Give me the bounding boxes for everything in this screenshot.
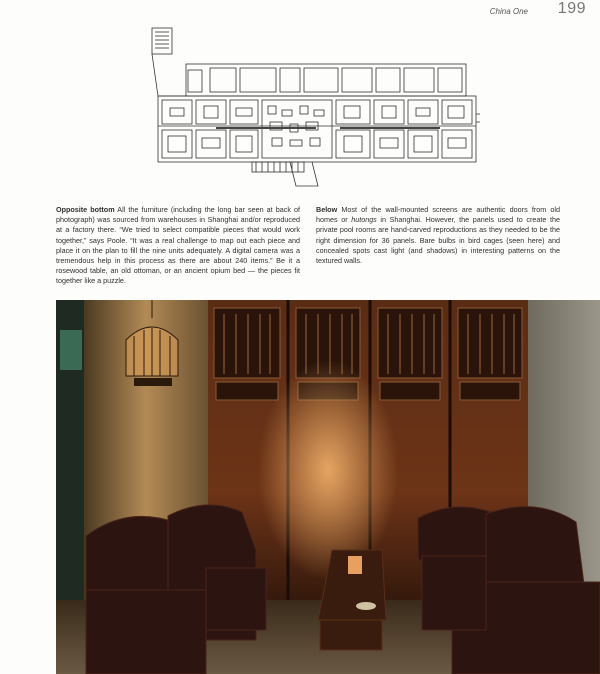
caption-text: All the furniture (including the long bar seen at back of photograph) was sourced from warehouses in Shanghai and/or reproduced at a factory there. “We tried to select compatible pieces that would work together,” says Poole. “It was a real challenge to map out each piece and place it on the plan to fill the nine units adequately. A digital camera was a tremendous help in this process as there are about 240 items.” Be it a rosewood table, an old ottoman, or an ancient opium bed — the pieces fit together like a puzzle. (56, 205, 301, 286)
caption-lead: Below (316, 205, 338, 214)
caption-text-b: in Shanghai. However, the panels used to create the private pool rooms are hand-carved reproductions as they needed to be the right dimension for 36 panels. Bare bulbs in bird cages (seen here) and concealed spots cast light (and shadows) in interesting patterns on the textured walls. (316, 215, 560, 266)
caption-text-a: Most of the wall-mounted screens are authentic doors from old homes or (316, 205, 560, 225)
caption-lead: Opposite bottom (56, 205, 115, 214)
page-header (0, 0, 600, 22)
floor-plan (140, 26, 480, 191)
lounge-photo (56, 300, 600, 674)
caption-italic: hutongs (351, 215, 377, 225)
section-title: China One (489, 7, 528, 16)
page-number: 199 (557, 0, 586, 17)
caption-below (316, 205, 560, 266)
caption-opposite-bottom (56, 205, 300, 287)
